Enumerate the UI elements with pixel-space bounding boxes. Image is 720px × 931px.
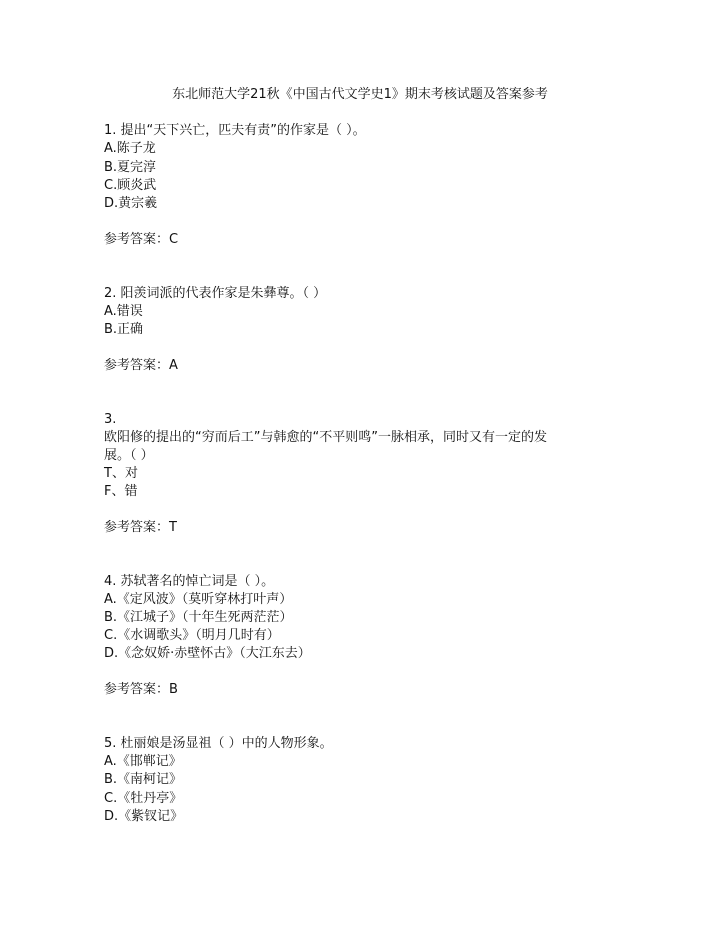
question-1-option-d: D.黄宗羲 [104,196,158,211]
question-3-answer: 参考答案：T [104,520,177,535]
question-2-stem: 2. 阳羡词派的代表作家是朱彝尊。（ ） [104,286,327,301]
question-1-option-a: A.陈子龙 [104,141,156,156]
question-4-option-b: B.《江城子》（十年生死两茫茫） [104,610,293,625]
question-4-stem: 4. 苏轼著名的悼亡词是（ ）。 [104,574,275,589]
question-1-option-b: B.夏完淳 [104,160,157,175]
question-3-stem-line-2: 展。（ ） [104,448,154,463]
question-5-option-c: C.《牡丹亭》 [104,791,183,806]
document-title: 东北师范大学21秋《中国古代文学史1》期末考核试题及答案参考 [172,87,548,102]
question-2-answer: 参考答案：A [104,358,178,373]
question-5-stem: 5. 杜丽娘是汤显祖（ ）中的人物形象。 [104,736,333,751]
question-5-option-a: A.《邯郸记》 [104,754,182,769]
question-1-option-c: C.顾炎武 [104,178,157,193]
question-3-option-f: F、错 [104,484,138,499]
question-3-option-t: T、对 [104,466,138,481]
question-3-stem-line-1: 欧阳修的提出的“穷而后工”与韩愈的“不平则鸣”一脉相承，同时又有一定的发 [104,430,547,445]
question-4-answer: 参考答案：B [104,682,178,697]
question-2-option-b: B.正确 [104,322,144,337]
question-4-option-c: C.《水调歌头》（明月几时有） [104,628,280,643]
question-4-option-d: D.《念奴娇·赤壁怀古》（大江东去） [104,646,311,661]
question-5-option-b: B.《南柯记》 [104,772,183,787]
question-3-number: 3. [104,412,117,427]
question-1-answer: 参考答案：C [104,232,179,247]
question-2-option-a: A.错误 [104,304,143,319]
question-5-option-d: D.《紫钗记》 [104,809,184,824]
question-4-option-a: A.《定风波》（莫听穿林打叶声） [104,592,293,607]
question-1-stem: 1. 提出“天下兴亡，匹夫有责”的作家是（ ）。 [104,123,366,138]
